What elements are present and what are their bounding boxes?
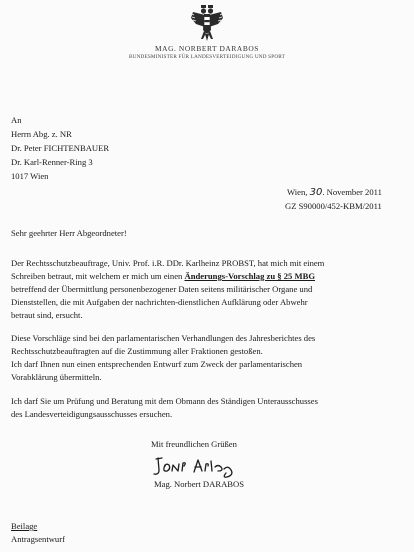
recipient-line: 1017 Wien [11,171,49,181]
recipient-line: An [11,115,22,125]
body-line: betraut sind, ersucht. [11,310,83,320]
letterhead-name: MAG. NORBERT DARABOS [154,44,260,53]
body-line: Ich darf Ihnen nun einen entsprechenden Entwurf zum Zweck der parlamentarischen [11,359,303,369]
body-line: Dienststellen, die mit Aufgaben der nachrichten-dienstlichen Aufklärung oder Abwehr [11,297,308,307]
signatory-name: Mag. Norbert DARABOS [154,479,244,489]
body-line: des Landesverteidigungsausschusses ersuchen. [11,409,173,419]
letterhead-title: BUNDESMINISTER FÜR LANDESVERTEIDIGUNG UND SPORT [128,54,286,60]
eagle-emblem-icon [190,3,224,43]
salutation: Sehr geehrter Herr Abgeordneter! [11,228,127,238]
body-line: Diese Vorschläge sind bei den parlamentarischen Verhandlungen des Jahresberichtes des [11,333,316,343]
recipient-line: Dr. Peter FICHTENBAUER [11,143,110,153]
body-line [11,272,315,281]
reference-number: GZ S90000/452-KBM/2011 [285,201,382,211]
date-day-handwritten: 30 [309,187,323,198]
recipient-line: Dr. Karl-Renner-Ring 3 [11,157,93,167]
letter-date [287,188,382,198]
date-prefix: Wien, [287,187,310,197]
body-line: Vorabklärung übermitteln. [11,372,102,382]
body-text: Schreiben betraut, mit welchem er mich um einen [11,271,185,281]
body-line: Der Rechtsschutzbeauftrage, Univ. Prof. i.R. DDr. Karlheinz PROBST, hat mich mit einem [11,258,325,268]
body-line: betreffend der Übermittlung personenbezogener Daten seitens militärischer Organe und [11,284,313,294]
body-line: Ich darf Sie um Prüfung und Beratung mit dem Obmann des Ständigen Unterausschusses [11,396,318,406]
enclosure-label: Beilage [11,521,38,531]
closing-greeting: Mit freundlichen Grüßen [151,439,237,449]
date-suffix: . November 2011 [322,187,382,197]
body-emphasis: Änderungs-Vorschlag zu § 25 MBG [184,271,316,281]
handwritten-signature [150,455,245,481]
enclosure-item: Antragsentwurf [11,534,65,544]
body-line: Rechtsschutzbeauftragten auf die Zustimmung aller Fraktionen gestoßen. [11,346,263,356]
recipient-line: Herrn Abg. z. NR [11,129,72,139]
